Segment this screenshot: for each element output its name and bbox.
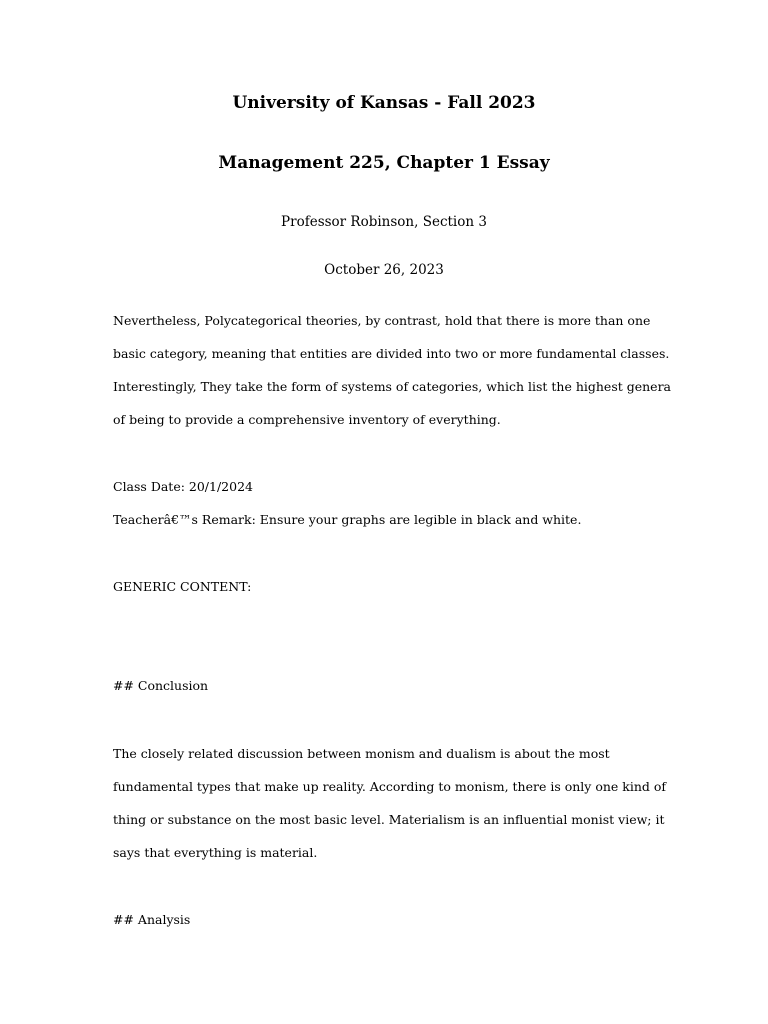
date-line: October 26, 2023 xyxy=(324,262,444,278)
class-date: Class Date: 20/1/2024 xyxy=(113,479,253,494)
university-title: University of Kansas - Fall 2023 xyxy=(232,93,536,113)
conclusion-heading: ## Conclusion xyxy=(113,678,209,693)
body-paragraph-2: The closely related discussion between monism and dualism is about the most fundamental types that make up reality. According to monism, there is only one kind of thing or substance on the most basic level. Materialism is an influential monist view; it says that everything is material. xyxy=(113,746,667,860)
analysis-heading: ## Analysis xyxy=(113,912,191,927)
professor-line: Professor Robinson, Section 3 xyxy=(281,214,487,230)
teacher-remark: Teacherâ€™s Remark: Ensure your graphs are legible in black and white. xyxy=(113,512,582,527)
body-paragraph-1: Nevertheless, Polycategorical theories, by contrast, hold that there is more than one basic category, meaning that entities are divided into two or more fundamental classes. Interestingly, They take the form of systems of categories, which list the highest genera of being to provide a comprehensive inventory of everything. xyxy=(113,313,672,427)
course-title: Management 225, Chapter 1 Essay xyxy=(218,153,550,173)
generic-content-label: GENERIC CONTENT: xyxy=(113,579,252,594)
